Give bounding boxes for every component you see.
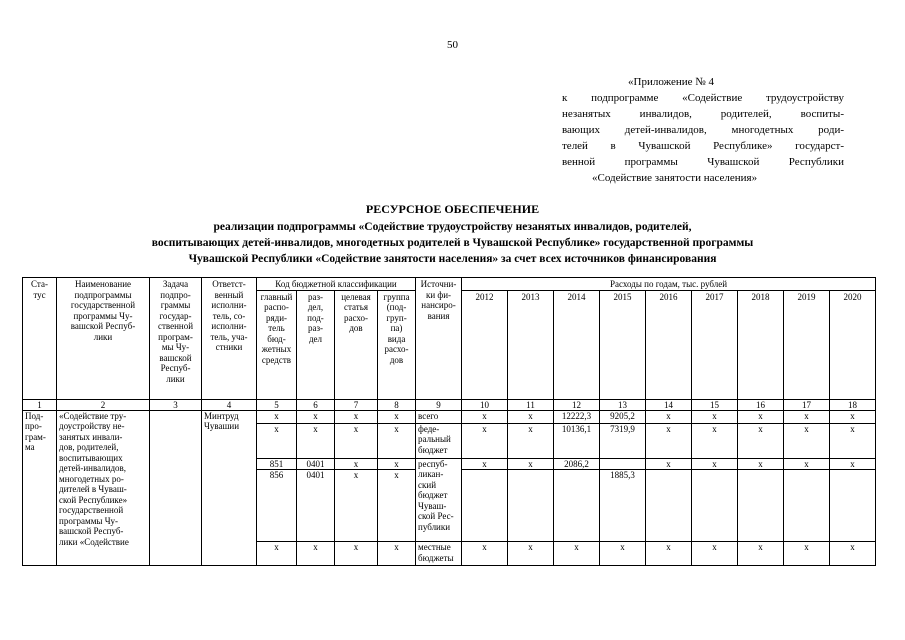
header-year: 2012 — [462, 290, 508, 399]
year-cell — [784, 470, 830, 542]
target-cell: x — [335, 458, 378, 470]
column-number: 4 — [202, 399, 257, 410]
column-number: 8 — [378, 399, 416, 410]
header-status: Ста- тус — [23, 278, 57, 400]
year-cell: x — [508, 542, 554, 566]
column-number: 3 — [150, 399, 202, 410]
year-cell: x — [646, 458, 692, 470]
section-cell: x — [297, 542, 335, 566]
header-kbk-group: Код бюджетной классификации — [257, 278, 416, 291]
section-cell: 0401 — [297, 458, 335, 470]
header-source: Источни- ки фи- нансиро- вания — [416, 278, 462, 400]
annex-line: незанятых инвалидов, родителей, воспиты- — [562, 108, 844, 120]
page-number: 50 — [447, 39, 458, 51]
year-cell: x — [692, 423, 738, 458]
column-number: 15 — [692, 399, 738, 410]
year-cell: 7319,9 — [600, 423, 646, 458]
header-year: 2016 — [646, 290, 692, 399]
year-cell: x — [508, 410, 554, 423]
grbs-cell: 856 — [257, 470, 297, 542]
column-number: 13 — [600, 399, 646, 410]
column-number: 2 — [57, 399, 150, 410]
year-cell: x — [692, 542, 738, 566]
year-cell: 9205,2 — [600, 410, 646, 423]
subtitle-line: воспитывающих детей-инвалидов, многодетных родителей в Чувашской Республике» государственной программы — [151, 237, 754, 249]
annex-line: «Приложение № 4 — [628, 76, 715, 88]
header-kbk-section: раз- дел, под- раз- дел — [297, 290, 335, 399]
year-cell: x — [830, 542, 876, 566]
target-cell: x — [335, 470, 378, 542]
group-cell: x — [378, 470, 416, 542]
annex-line: вающих детей-инвалидов, многодетных роди- — [562, 124, 844, 136]
target-cell: x — [335, 423, 378, 458]
target-cell: x — [335, 410, 378, 423]
document-subtitle — [30, 219, 875, 267]
header-year: 2020 — [830, 290, 876, 399]
subtitle-line: Чувашской Республики «Содействие занятости населения» за счет всех источников финансирования — [188, 253, 717, 265]
resource-table — [22, 277, 876, 566]
header-year: 2018 — [738, 290, 784, 399]
annex-note — [562, 74, 844, 186]
year-cell: x — [508, 458, 554, 470]
year-cell: x — [830, 410, 876, 423]
annex-line: к подпрограмме «Содействие трудоустройству — [562, 92, 844, 104]
task-cell — [150, 410, 202, 566]
year-cell: x — [462, 542, 508, 566]
header-task: Задача подпро- граммы государ- ственной програм- мы Чу- вашской Респуб- лики — [150, 278, 202, 400]
section-cell: x — [297, 410, 335, 423]
year-cell: x — [738, 458, 784, 470]
header-kbk-group-type: группа (под- груп- па) вида расхо- дов — [378, 290, 416, 399]
annex-line: телей в Чувашской Республике» государст- — [562, 140, 844, 152]
year-cell — [462, 470, 508, 542]
grbs-cell: x — [257, 423, 297, 458]
year-cell: x — [784, 423, 830, 458]
header-executor: Ответст- венный исполни- тель, со- исполни- тель, уча- стники — [202, 278, 257, 400]
section-cell: 0401 — [297, 470, 335, 542]
year-cell: x — [738, 542, 784, 566]
year-cell: x — [692, 410, 738, 423]
source-cell: респуб- ликан- ский бюджет Чуваш- ской Рес- публики — [416, 458, 462, 542]
table-row — [23, 410, 876, 423]
year-cell: 10136,1 — [554, 423, 600, 458]
column-number: 17 — [784, 399, 830, 410]
year-cell — [646, 470, 692, 542]
year-cell: x — [646, 423, 692, 458]
year-cell: x — [830, 423, 876, 458]
year-cell — [508, 470, 554, 542]
column-number: 9 — [416, 399, 462, 410]
column-number: 7 — [335, 399, 378, 410]
header-kbk-target: целевая статья расхо- дов — [335, 290, 378, 399]
column-number: 16 — [738, 399, 784, 410]
group-cell: x — [378, 458, 416, 470]
year-cell: x — [830, 458, 876, 470]
year-cell: x — [600, 542, 646, 566]
header-name: Наименование подпрограммы государственной программы Чу- вашской Респуб- лики — [57, 278, 150, 400]
column-number: 18 — [830, 399, 876, 410]
column-number: 14 — [646, 399, 692, 410]
year-cell: x — [784, 410, 830, 423]
document-title: РЕСУРСНОЕ ОБЕСПЕЧЕНИЕ — [365, 202, 540, 216]
annex-line: «Содействие занятости населения» — [592, 172, 758, 184]
column-number: 10 — [462, 399, 508, 410]
source-cell: всего — [416, 410, 462, 423]
subtitle-line: реализации подпрограммы «Содействие трудоустройству незанятых инвалидов, родителей, — [213, 221, 692, 233]
column-number: 11 — [508, 399, 554, 410]
header-year: 2014 — [554, 290, 600, 399]
header-year: 2017 — [692, 290, 738, 399]
column-number-row — [23, 399, 876, 410]
status-cell: Под- про- грам- ма — [23, 410, 57, 566]
year-cell: 1885,3 — [600, 470, 646, 542]
header-expenses-group: Расходы по годам, тыс. рублей — [462, 278, 876, 291]
column-number: 12 — [554, 399, 600, 410]
group-cell: x — [378, 410, 416, 423]
grbs-cell: 851 — [257, 458, 297, 470]
year-cell: 2086,2 — [554, 458, 600, 470]
target-cell: x — [335, 542, 378, 566]
year-cell: x — [462, 410, 508, 423]
year-cell: x — [646, 410, 692, 423]
column-number: 6 — [297, 399, 335, 410]
header-year: 2015 — [600, 290, 646, 399]
year-cell: x — [738, 423, 784, 458]
year-cell — [554, 470, 600, 542]
year-cell: x — [462, 458, 508, 470]
year-cell: x — [554, 542, 600, 566]
column-number: 5 — [257, 399, 297, 410]
year-cell: x — [462, 423, 508, 458]
source-cell: местные бюджеты — [416, 542, 462, 566]
year-cell — [692, 470, 738, 542]
year-cell: x — [646, 542, 692, 566]
grbs-cell: x — [257, 410, 297, 423]
year-cell: x — [784, 542, 830, 566]
year-cell: x — [692, 458, 738, 470]
column-number: 1 — [23, 399, 57, 410]
section-cell: x — [297, 423, 335, 458]
year-cell: 12222,3 — [554, 410, 600, 423]
executor-cell: Минтруд Чувашии — [202, 410, 257, 566]
grbs-cell: x — [257, 542, 297, 566]
year-cell — [600, 458, 646, 470]
year-cell: x — [738, 410, 784, 423]
header-kbk-grbs: главный распо- ряди- тель бюд- жетных средств — [257, 290, 297, 399]
year-cell — [830, 470, 876, 542]
group-cell: x — [378, 542, 416, 566]
source-cell: феде- ральный бюджет — [416, 423, 462, 458]
header-year: 2013 — [508, 290, 554, 399]
year-cell — [738, 470, 784, 542]
program-name-cell: «Содействие тру- доустройству не- занятых инвали- дов, родителей, воспитывающих детей-инвалидов, многодетных ро- дителей в Чуваш- ской Республике» государственной программы Чу- вашской Респуб- лики «Содействие — [57, 410, 150, 566]
group-cell: x — [378, 423, 416, 458]
header-year: 2019 — [784, 290, 830, 399]
annex-line: венной программы Чувашской Республики — [562, 156, 844, 168]
year-cell: x — [508, 423, 554, 458]
year-cell: x — [784, 458, 830, 470]
